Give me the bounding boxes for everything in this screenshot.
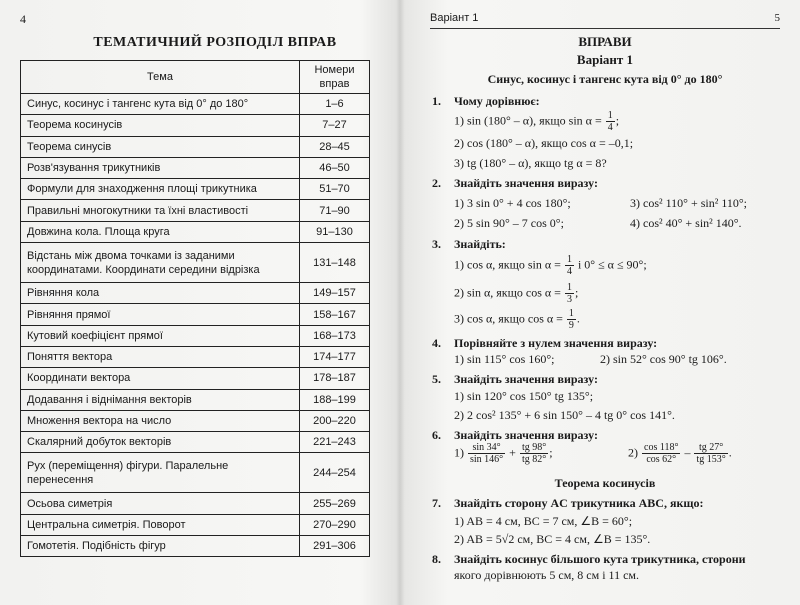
- running-head-variant: Варіант 1: [430, 12, 479, 24]
- exercise-2-item-1: 1) 3 sin 0° + 4 cos 180°;: [454, 196, 571, 210]
- table-row: Центральна симетрія. Поворот 270–290: [21, 514, 370, 535]
- variant-title: Варіант 1: [576, 52, 634, 67]
- running-head: [430, 12, 780, 29]
- exercise-3-item-1: 1) cos α, якщо sin α = $\frac{1}{4}$ і 0° ≤ α ≤ 90°;: [454, 254, 647, 277]
- exercise-5-prompt: 5. Знайдіть значення виразу:: [432, 372, 598, 386]
- exercise-2-item-2: 2) 5 sin 90° – 7 cos 0°;: [454, 216, 564, 230]
- table-row: Координати вектора 178–187: [21, 368, 370, 389]
- exercise-5-item-2: 2) 2 cos² 135° + 6 sin 150° – 4 tg 0° cos 141°.: [454, 408, 675, 422]
- table-row: Додавання і віднімання векторів 188–199: [21, 389, 370, 410]
- table-row: Розв'язування трикутників 46–50: [21, 157, 370, 178]
- exercise-2-item-4: 4) cos² 40° + sin² 140°.: [630, 216, 742, 230]
- table-row: Відстань між двома точками із заданими координатами. Координати середини відрізка 131–148: [21, 243, 370, 283]
- exercise-3-item-2: 2) sin α, якщо cos α = $\frac{1}{3}$ ;: [454, 282, 579, 305]
- table-row: Скалярний добуток векторів 221–243: [21, 432, 370, 453]
- exercise-7-item-2: 2) AB = 5√2 см, BC = 4 см, ∠B = 135°.: [454, 532, 651, 546]
- table-header-topic: Тема: [21, 61, 300, 94]
- exercise-2-item-3: 3) cos² 110° + sin² 110°;: [630, 196, 747, 210]
- table-row: Теорема косинусів 7–27: [21, 115, 370, 136]
- right-page-number: 5: [774, 12, 780, 24]
- exercise-8-line-2: якого дорівнюють 5 см, 8 см і 11 см.: [454, 568, 640, 582]
- table-row: Рівняння кола 149–157: [21, 283, 370, 304]
- table-row: Поняття вектора 174–177: [21, 346, 370, 367]
- exercise-1-item-2: 2) cos (180° – α), якщо cos α = –0,1;: [454, 136, 634, 150]
- table-header-numbers: Номери вправ: [300, 61, 370, 94]
- exercise-4-item-2: 2) sin 52° cos 90° tg 106°.: [600, 352, 727, 366]
- exercise-5-item-1: 1) sin 120° cos 150° tg 135°;: [454, 389, 594, 403]
- table-row: Множення вектора на число 200–220: [21, 410, 370, 431]
- exercise-3-item-3: 3) cos α, якщо cos α = $\frac{1}{9}$ .: [454, 308, 580, 331]
- exercise-1-item-1: 1) sin (180° – α), якщо sin α = $\frac{1}{4}$ ;: [454, 110, 620, 133]
- table-row: Гомотетія. Подібність фігур 291–306: [21, 536, 370, 557]
- exercise-6-item-1: 1) $\frac{\sin 34^\circ}{\sin 146^\circ}$ + $\frac{tg 98^\circ}{tg 82^\circ}$ ;: [454, 442, 553, 465]
- exercise-3-prompt: 3. Знайдіть:: [432, 237, 506, 251]
- exercise-4-prompt: 4. Порівняйте з нулем значення виразу:: [432, 336, 658, 350]
- exercise-1-prompt: 1. Чому дорівнює:: [432, 94, 540, 108]
- section-title: ВПРАВИ: [578, 34, 632, 49]
- left-page-title: ТЕМАТИЧНИЙ РОЗПОДІЛ ВПРАВ: [93, 35, 337, 50]
- table-row: Осьова симетрія 255–269: [21, 493, 370, 514]
- topic-title-sines: Синус, косинус і тангенс кута від 0° до 180°: [487, 72, 723, 86]
- exercise-6-prompt: 6. Знайдіть значення виразу:: [432, 428, 598, 442]
- table-row: Кутовий коефіцієнт прямої 168–173: [21, 325, 370, 346]
- table-row: Теорема синусів 28–45: [21, 136, 370, 157]
- left-page-number: 4: [20, 12, 26, 26]
- table-row: Синус, косинус і тангенс кута від 0° до 180° 1–6: [21, 94, 370, 115]
- exercise-7-prompt: 7. Знайдіть сторону AC трикутника ABC, якщо:: [432, 496, 704, 510]
- exercise-2-prompt: 2. Знайдіть значення виразу:: [432, 176, 598, 190]
- topic-title-cosines: Теорема косинусів: [554, 476, 656, 490]
- table-row: Формули для знаходження площі трикутника 51–70: [21, 179, 370, 200]
- table-row: Правильні многокутники та їхні властивості 71–90: [21, 200, 370, 221]
- topics-table: [20, 60, 370, 557]
- exercise-8-line-1: 8. Знайдіть косинус більшого кута трикутника, сторони: [432, 552, 746, 566]
- table-row: Рівняння прямої 158–167: [21, 304, 370, 325]
- exercise-4-item-1: 1) sin 115° cos 160°;: [454, 352, 555, 366]
- exercise-6-item-2: 2) $\frac{\cos 118^\circ}{\cos 62^\circ}$ – $\frac{tg 27^\circ}{tg 153^\circ}$ .: [628, 442, 732, 465]
- exercise-7-item-1: 1) AB = 4 см, BC = 7 см, ∠B = 60°;: [454, 514, 633, 528]
- exercise-1-item-3: 3) tg (180° – α), якщо tg α = 8?: [454, 156, 607, 170]
- table-row: Довжина кола. Площа круга 91–130: [21, 221, 370, 242]
- table-row: Рух (переміщення) фігури. Паралельне перенесення 244–254: [21, 453, 370, 493]
